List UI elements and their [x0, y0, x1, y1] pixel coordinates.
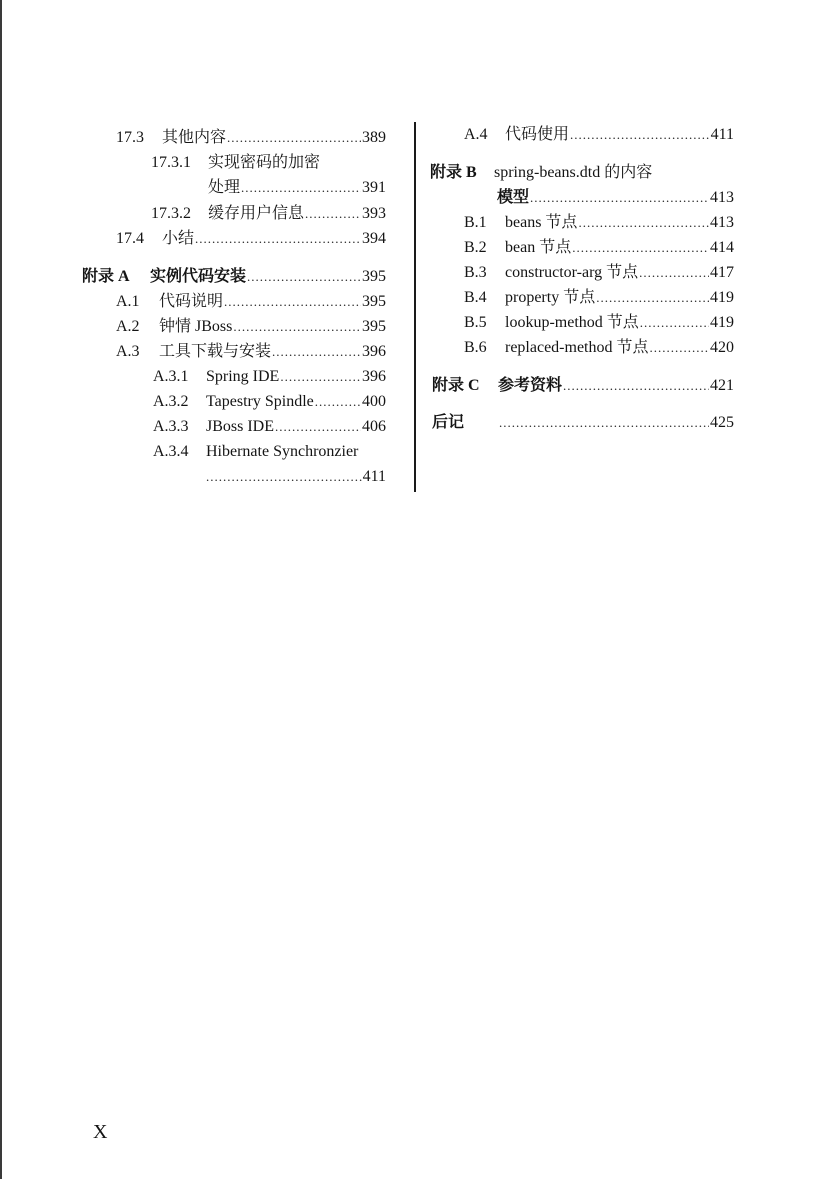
entry-number: B.5 — [464, 314, 487, 331]
entry-title: Tapestry Spindle — [206, 393, 314, 410]
entry-number: B.4 — [464, 289, 487, 306]
entry-title: constructor-arg 节点 — [505, 264, 639, 281]
entry-page: 411 — [362, 468, 386, 485]
entry-page: 406 — [362, 418, 386, 435]
entry-title: replaced-method 节点 — [505, 339, 649, 356]
entry-page: 396 — [362, 368, 386, 385]
entry-page: 419 — [710, 314, 734, 331]
entry-number: 17.3.2 — [151, 205, 191, 222]
entry-title: Hibernate Synchronzier — [206, 443, 359, 460]
leader-dots — [578, 211, 709, 235]
entry-page: 413 — [710, 214, 734, 231]
page-folio: X — [93, 1121, 108, 1143]
entry-number: 17.3 — [116, 129, 144, 146]
entry-number: B.1 — [464, 214, 487, 231]
entry-number: B.3 — [464, 264, 487, 281]
leader-dots — [499, 411, 709, 435]
entry-page: 400 — [362, 393, 386, 410]
entry-title: 参考资料 — [498, 377, 563, 394]
entry-title: 其他内容 — [162, 129, 227, 146]
entry-number: A.3.2 — [153, 393, 189, 410]
toc-entry[interactable] — [464, 311, 734, 335]
entry-title: beans 节点 — [505, 214, 578, 231]
entry-number: A.3.4 — [153, 443, 189, 460]
entry-number: A.3.1 — [153, 368, 189, 385]
entry-title: 工具下载与安装 — [159, 343, 272, 360]
entry-page: 413 — [710, 189, 734, 206]
entry-title: bean 节点 — [505, 239, 572, 256]
entry-number: A.2 — [116, 318, 140, 335]
entry-title: 缓存用户信息 — [208, 205, 305, 222]
entry-title: Spring IDE — [206, 368, 280, 385]
entry-page: 394 — [362, 230, 386, 247]
entry-page: 417 — [710, 264, 734, 281]
entry-number: 附录 C — [432, 377, 480, 394]
leader-dots — [639, 261, 709, 285]
entry-title-continued: 处理 — [208, 179, 241, 196]
entry-page: 411 — [710, 126, 734, 143]
toc-entry[interactable] — [464, 236, 734, 260]
toc-appendix-heading[interactable] — [432, 411, 734, 435]
entry-title: 钟情 JBoss — [159, 318, 233, 335]
leader-dots — [563, 374, 709, 398]
entry-number: 17.3.1 — [151, 154, 191, 171]
toc-entry[interactable] — [464, 261, 734, 285]
entry-number: B.2 — [464, 239, 487, 256]
entry-number: A.4 — [464, 126, 488, 143]
leader-dots — [530, 186, 709, 210]
entry-title: 实现密码的加密 — [208, 154, 321, 171]
entry-number: A.3.3 — [153, 418, 189, 435]
entry-number: 17.4 — [116, 230, 144, 247]
entry-number: 后记 — [432, 414, 465, 431]
entry-number: A.3 — [116, 343, 140, 360]
entry-page: 396 — [362, 343, 386, 360]
entry-page: 421 — [710, 377, 734, 394]
toc-entry[interactable] — [464, 286, 734, 310]
entry-page: 393 — [362, 205, 386, 222]
entry-page: 420 — [710, 339, 734, 356]
entry-title-continued: 模型 — [497, 189, 530, 206]
entry-title: 代码说明 — [159, 293, 224, 310]
entry-title: 小结 — [162, 230, 195, 247]
entry-number: B.6 — [464, 339, 487, 356]
entry-page: 425 — [710, 414, 734, 431]
entry-title: lookup-method 节点 — [505, 314, 639, 331]
entry-page: 395 — [362, 318, 386, 335]
entry-title: spring-beans.dtd 的内容 — [494, 164, 653, 181]
toc-entry-continuation[interactable] — [497, 186, 734, 210]
entry-number: 附录 B — [430, 164, 477, 181]
entry-number: A.1 — [116, 293, 140, 310]
toc-entry[interactable] — [464, 211, 734, 235]
leader-dots — [570, 123, 710, 147]
toc-entry[interactable] — [464, 336, 734, 360]
leader-dots — [572, 236, 709, 260]
entry-page: 419 — [710, 289, 734, 306]
leader-dots — [650, 336, 709, 360]
entry-title: 实例代码安装 — [150, 268, 247, 285]
toc-entry[interactable] — [464, 123, 734, 147]
entry-title: property 节点 — [505, 289, 596, 306]
entry-page: 414 — [710, 239, 734, 256]
entry-number: 附录 A — [82, 268, 130, 285]
entry-title: 代码使用 — [505, 126, 570, 143]
entry-title: JBoss IDE — [206, 418, 275, 435]
entry-page: 395 — [362, 293, 386, 310]
entry-page: 389 — [362, 129, 386, 146]
toc-appendix-heading[interactable] — [432, 374, 734, 398]
leader-dots — [640, 311, 709, 335]
entry-page: 391 — [362, 179, 386, 196]
toc-appendix-heading[interactable] — [430, 161, 734, 185]
leader-dots — [596, 286, 709, 310]
entry-page: 395 — [362, 268, 386, 285]
